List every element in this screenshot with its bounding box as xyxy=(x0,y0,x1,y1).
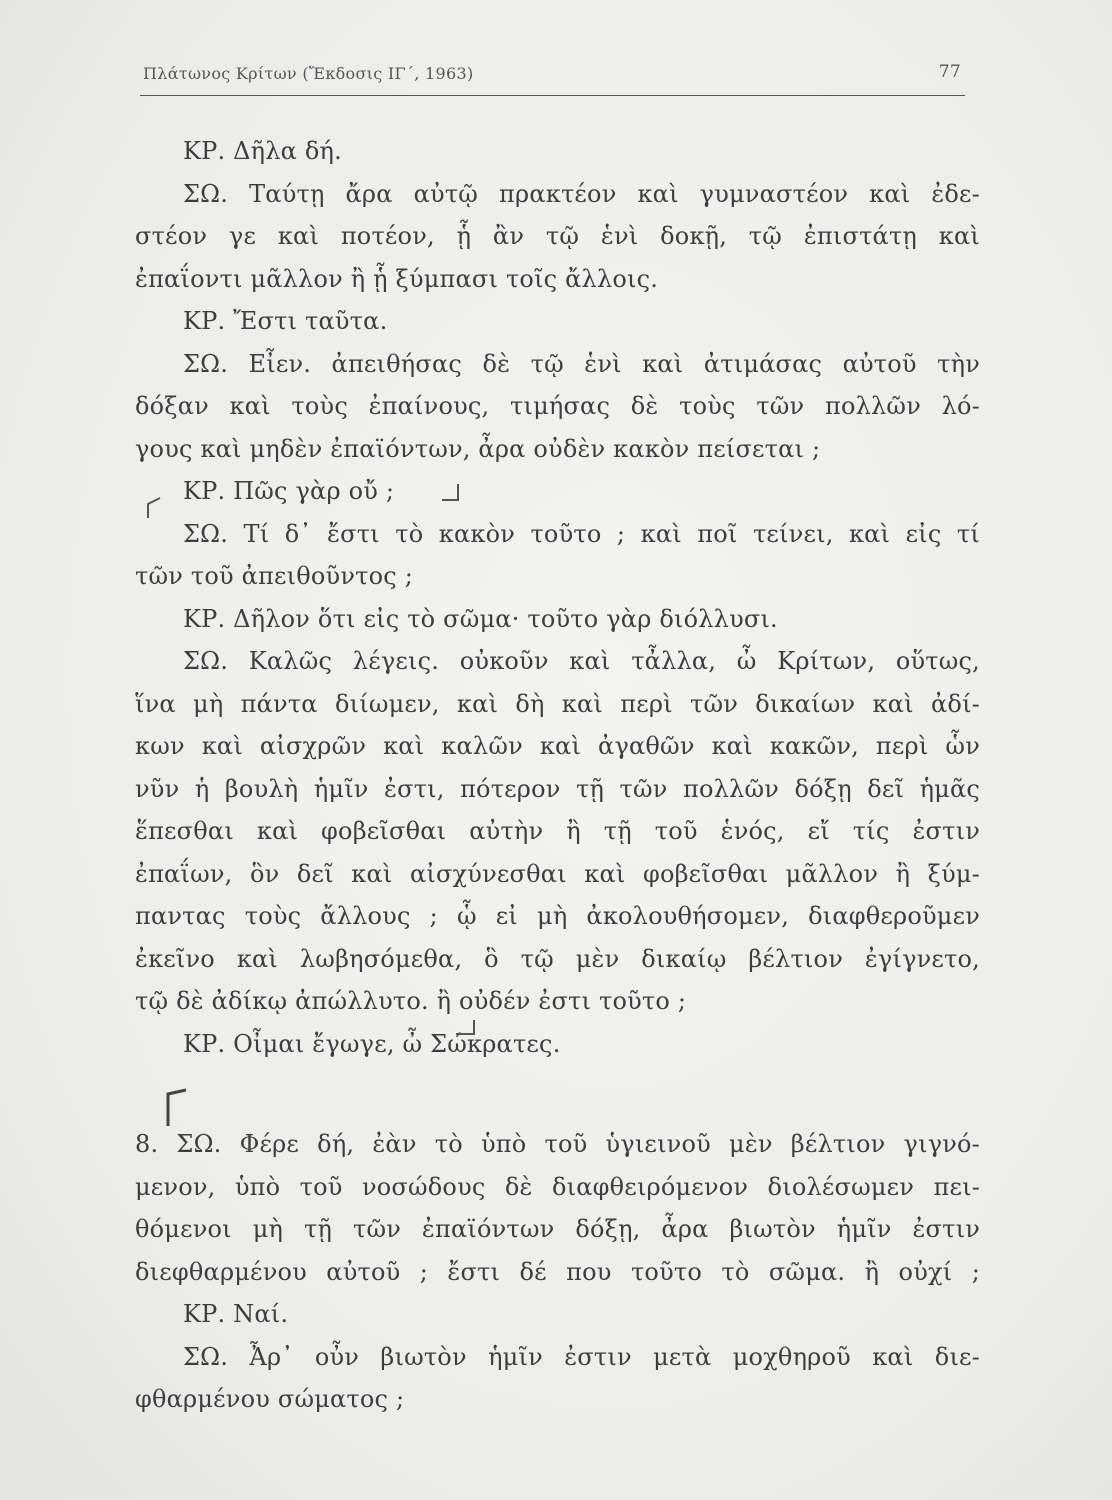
text-line: ἵνα μὴ πάντα διίωμεν, καὶ δὴ καὶ περὶ τῶν δικαίων καὶ ἀδί- xyxy=(135,689,980,718)
text-line: ΣΩ. Τί δ᾽ ἔστι τὸ κακὸν τοῦτο ; καὶ ποῖ τείνει, καὶ εἰς τί xyxy=(183,519,980,548)
text-line: ΣΩ. Ταύτῃ ἄρα αὐτῷ πρακτέον καὶ γυμναστέον καὶ ἐδε- xyxy=(183,179,980,208)
text-line: μενον, ὑπὸ τοῦ νοσώδους δὲ διαφθειρόμενον διολέσωμεν πει- xyxy=(135,1172,980,1201)
text-line: τῷ δὲ ἀδίκῳ ἀπώλλυτο. ἢ οὐδέν ἐστι τοῦτο ; xyxy=(135,987,687,1015)
handwritten-bracket-mark xyxy=(160,1086,188,1132)
text-line: ΚΡ. Ναί. xyxy=(183,1300,289,1328)
text-line: κων καὶ αἰσχρῶν καὶ καλῶν καὶ ἀγαθῶν καὶ κακῶν, περὶ ὧν xyxy=(135,732,980,760)
running-header xyxy=(143,64,963,92)
handwritten-close-mark xyxy=(452,1012,482,1040)
header-title: Πλάτωνος Κρίτων (Ἔκδοσις ΙΓ΄, 1963) xyxy=(143,64,474,83)
text-line: ΚΡ. Πῶς γὰρ οὔ ; xyxy=(183,477,395,505)
text-line: ΣΩ. Καλῶς λέγεις. οὐκοῦν καὶ τἆλλα, ὦ Κρίτων, οὕτως, xyxy=(183,647,980,675)
handwritten-bracket-mark xyxy=(142,494,166,522)
handwritten-close-mark xyxy=(438,478,464,506)
text-line: ἕπεσθαι καὶ φοβεῖσθαι αὐτὴν ἢ τῇ τοῦ ἑνός, εἴ τίς ἐστιν xyxy=(135,817,980,845)
text-line: νῦν ἡ βουλὴ ἡμῖν ἐστι, πότερον τῇ τῶν πολλῶν δόξῃ δεῖ ἡμᾶς xyxy=(135,774,980,803)
text-line: 8. ΣΩ. Φέρε δή, ἐὰν τὸ ὑπὸ τοῦ ὑγιεινοῦ μὲν βέλτιον γιγνό- xyxy=(135,1130,980,1158)
header-rule xyxy=(140,95,965,96)
text-line: ΚΡ. Δῆλον ὅτι εἰς τὸ σῶμα· τοῦτο γὰρ διόλλυσι. xyxy=(183,604,778,633)
dialogue-text xyxy=(135,130,980,1421)
text-line: ἐπαΐοντι μᾶλλον ἢ ᾗ ξύμπασι τοῖς ἄλλοις. xyxy=(135,264,659,293)
text-line: γους καὶ μηδὲν ἐπαϊόντων, ἆρα οὐδὲν κακὸν πείσεται ; xyxy=(135,434,821,463)
text-line: θόμενοι μὴ τῇ τῶν ἐπαϊόντων δόξῃ, ἆρα βιωτὸν ἡμῖν ἐστιν xyxy=(135,1215,980,1243)
text-line: στέον γε καὶ ποτέον, ᾗ ἂν τῷ ἑνὶ δοκῇ, τῷ ἐπιστάτῃ καὶ xyxy=(135,222,980,250)
section-gap xyxy=(135,1065,980,1123)
text-line: ΚΡ. Δῆλα δή. xyxy=(183,137,342,165)
text-line: ΣΩ. Ἆρ᾽ οὖν βιωτὸν ἡμῖν ἐστιν μετὰ μοχθηροῦ καὶ διε- xyxy=(183,1342,980,1371)
page-number: 77 xyxy=(938,62,961,82)
text-line: ἐπαΐων, ὃν δεῖ καὶ αἰσχύνεσθαι καὶ φοβεῖσθαι μᾶλλον ἢ ξύμ- xyxy=(135,859,980,888)
text-line: ΣΩ. Εἶεν. ἀπειθήσας δὲ τῷ ἑνὶ καὶ ἀτιμάσας αὐτοῦ τὴν xyxy=(183,349,980,378)
text-line: τῶν τοῦ ἀπειθοῦντος ; xyxy=(135,562,413,590)
text-line: ΚΡ. Ἔστι ταῦτα. xyxy=(183,307,388,335)
text-line: ἐκεῖνο καὶ λωβησόμεθα, ὃ τῷ μὲν δικαίῳ βέλτιον ἐγίγνετο, xyxy=(135,944,980,973)
text-line: δόξαν καὶ τοὺς ἐπαίνους, τιμήσας δὲ τοὺς τῶν πολλῶν λό- xyxy=(135,392,980,420)
text-line: διεφθαρμένου αὐτοῦ ; ἔστι δέ που τοῦτο τὸ σῶμα. ἢ οὐχί ; xyxy=(135,1257,980,1286)
text-line: φθαρμένου σώματος ; xyxy=(135,1385,405,1413)
text-line: ΚΡ. Οἶμαι ἔγωγε, ὦ Σώκρατες. xyxy=(183,1029,561,1058)
text-line: παντας τοὺς ἄλλους ; ᾧ εἰ μὴ ἀκολουθήσομεν, διαφθεροῦμεν xyxy=(135,902,980,930)
